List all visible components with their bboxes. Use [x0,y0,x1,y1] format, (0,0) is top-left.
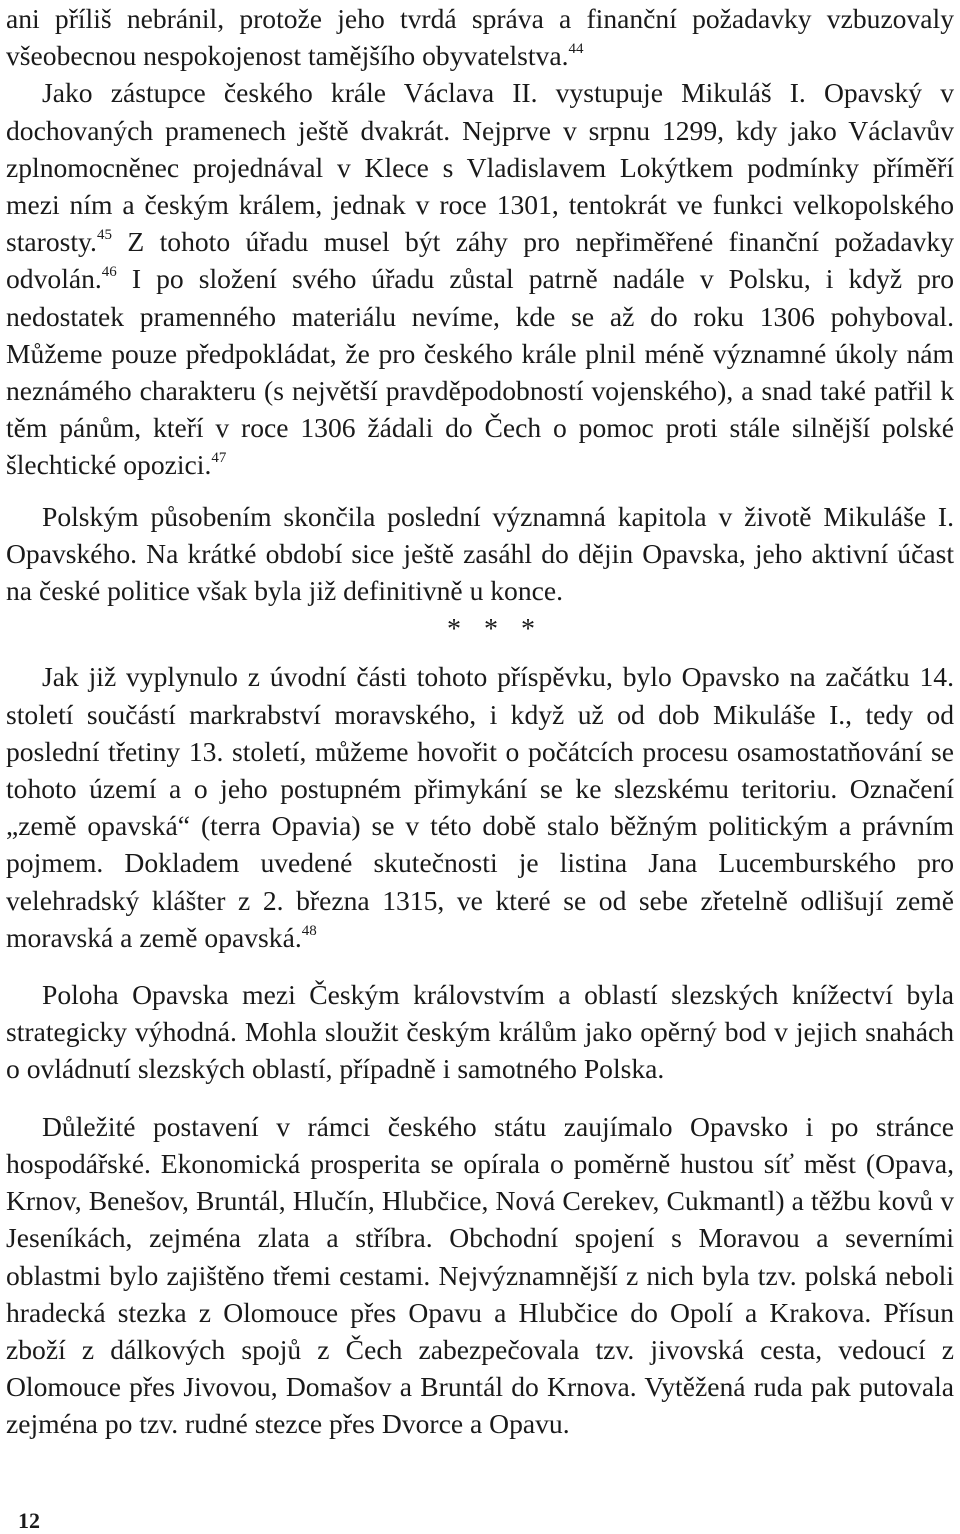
page-number: 12 [18,1508,40,1533]
paragraph-5 [6,976,954,1088]
text-run: I po složení svého úřadu zůstal patrně nadále v Polsku, i když pro nedostatek pramenného materiálu nevíme, kde se až do roku 1306 pohyboval. Můžeme pouze předpokládat, že pro českého krále plnil méně významné úkoly nám neznámého charakteru (s největší pravděpodobností vojenského), a snad také patřil k těm pánům, kteří v roce 1306 žádali do Čech o pomoc proti stále silnější polské šlechtické opozici. [6,263,954,481]
paragraph-4 [6,658,954,956]
footnote-marker: 44 [568,41,584,58]
footnote-marker: 46 [101,264,117,281]
paragraph-1 [6,0,954,74]
paragraph-6 [6,1108,954,1443]
footnote-marker: 45 [96,227,112,244]
footnote-marker: 47 [211,450,227,467]
text-run: Jako zástupce českého krále Václava II. vystupuje Mikuláš I. Opavský v dochovaných pramenech ještě dvakrát. Nejprve v srpnu 1299, kdy jako Václavův zplnomocněnec projednával v Klece s Vladislavem Lokýtkem podmínky příměří mezi ním a českým králem, jednak v roce 1301, tentokrát ve funkci velkopolského starosty. [6,77,954,258]
body-text [6,0,954,1443]
footnote-marker: 48 [301,922,317,939]
section-separator: * * * [447,614,543,646]
text-run: Jak již vyplynulo z úvodní části tohoto příspěvku, bylo Opavsko na začátku 14. století součástí markrabství moravského, i když už od dob Mikuláše I., tedy od poslední třetiny 13. století, můžeme hovořit o počátcích procesu osamostatňování se tohoto území a o jeho postupném přimykání se ke slezskému teritoriu. Označení „země opavská“ (terra Opavia) se v této době stalo běžným politickým a právním pojmem. Dokladem uvedené skutečnosti je listina Jana Lucemburského pro velehradský klášter z 2. března 1315, ve které se od sebe zřetelně odlišují země moravská a země opavská. [6,661,954,953]
text-run: Z tohoto úřadu musel být záhy pro nepřiměřené finanční požadavky odvolán. [6,226,954,295]
paragraph-3 [6,498,954,610]
paragraph-2 [6,74,954,483]
text-run: Polským působením skončila poslední významná kapitola v životě Mikuláše I. Opavského. Na krátké období sice ještě zasáhl do dějin Opavska, jeho aktivní účast na české politice však byla již definitivně u konce. [6,500,954,607]
text-run: Důležité postavení v rámci českého státu zaujímalo Opavsko i po stránce hospodářské. Ekonomická prosperita se opírala o poměrně hustou síť měst (Opava, Krnov, Benešov, Bruntál, Hlučín, Hlubčice, Nová Cerekev, Cukmantl) a těžbu kovů v Jeseníkách, zejména zlata a stříbra. Obchodní spojení s Moravou a severními oblastmi bylo zajištěno třemi cestami. Nejvýznamnější z nich byla tzv. polská neboli hradecká stezka z Olomouce přes Opavu a Hlubčice do Opolí a Krakova. Přísun zboží z dálkových spojů z Čech zabezpečovala tzv. jivovská cesta, vedoucí z Olomouce přes Jivovou, Domašov a Bruntál do Krnova. Vytěžená ruda pak putovala zejména po tzv. rudné stezce přes Dvorce a Opavu. [6,1110,954,1440]
text-run: ani příliš nebránil, protože jeho tvrdá správa a finanční požadavky vzbuzovaly všeobecnou nespokojenost tamějšího obyvatelstva. [6,3,954,72]
text-run: Poloha Opavska mezi Českým královstvím a oblastí slezských knížectví byla strategicky výhodná. Mohla sloužit českým králům jako opěrný bod v jejich snahách o ovládnutí slezských oblastí, případně i samotného Polska. [6,979,954,1085]
